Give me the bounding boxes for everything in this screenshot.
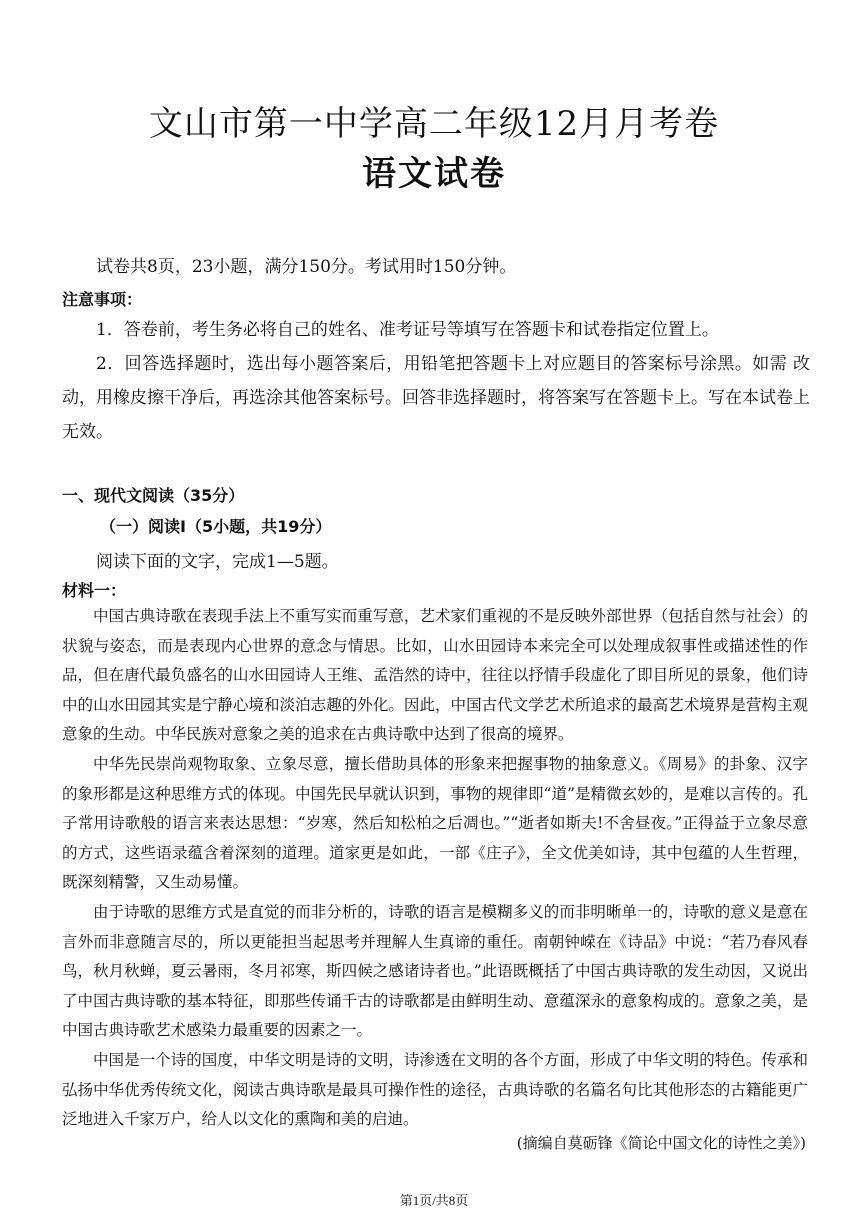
page-number: 第1页/共8页 [399,1193,469,1208]
notice-item: 2．回答选择题时，选出每小题答案后，用铅笔把答题卡上对应题目的答案标号涂黑。如需 改动，用橡皮擦干净后，再选涂其他答案标号。回答非选择题时，将答案写在答题卡上。写在本试卷上无效。 [62,354,810,442]
article-paragraph: 中华先民崇尚观物取象、立象尽意，擅长借助具体的形象来把握事物的抽象意义。《周易》的卦象、汉字的象形都是这种思维方式的体现。中国先民早就认识到，事物的规律即“道”是精微玄妙的，是难以言传的。孔子常用诗歌般的语言来表达思想：“岁寒，然后知松柏之后凋也。”“逝者如斯夫!不舍昼夜。”正得益于立象尽意的方式，这些语录蕴含着深刻的道理。道家更是如此，一部《庄子》，全文优美如诗，其中包蕴的人生哲理，既深刻精警，又生动易懂。 [62,754,808,892]
section-subheading: （一）阅读Ⅰ（5小题，共19分） [100,517,332,536]
article-paragraph: 中国古典诗歌在表现手法上不重写实而重写意，艺术家们重视的不是反映外部世界（包括自然与社会）的状貌与姿态，而是表现内心世界的意念与情思。比如，山水田园诗本来完全可以处理成叙事性或描述性的作品，但在唐代最负盛名的山水田园诗人王维、孟浩然的诗中，往往以抒情手段虚化了即目所见的景象，他们诗中的山水田园其实是宁静心境和淡泊志趣的外化。因此，中国古代文学艺术所追求的最高艺术境界是营构主观意象的生动。中华民族对意象之美的追求在古典诗歌中达到了很高的境界。 [62,607,808,744]
article-paragraph: 由于诗歌的思维方式是直觉的而非分析的，诗歌的语言是模糊多义的而非明晰单一的，诗歌的意义是意在言外而非意随言尽的，所以更能担当起思考并理解人生真谛的重任。南朝钟嵘在《诗品》中说：“若乃春风春鸟，秋月秋蝉，夏云暑雨，冬月祁寒，斯四候之感诸诗者也。”此语既概括了中国古典诗歌的发生动因，又说出了中国古典诗歌的基本特征，即那些传诵千古的诗歌都是由鲜明生动、意蕴深永的意象构成的。意象之美，是中国古典诗歌艺术感染力最重要的因素之一。 [62,902,808,1040]
exam-intro: 试卷共8页，23小题，满分150分。考试用时150分钟。 [96,257,517,277]
notice-heading: 注意事项： [62,290,143,309]
article-paragraph: 中国是一个诗的国度，中华文明是诗的文明，诗渗透在文明的各个方面，形成了中华文明的特色。传承和弘扬中华优秀传统文化，阅读古典诗歌是最具可操作性的途径，古典诗歌的名篇名句比其他形态的古籍能更广泛地进入千家万户，给人以文化的熏陶和美的启迪。 [62,1050,808,1129]
notice-list [62,313,810,449]
material-label: 材料一： [62,581,127,600]
exam-subtitle: 语文试卷 [362,154,506,194]
article-source: (摘编自莫砺锋《简论中国文化的诗性之美》) [516,1134,806,1152]
notice-item: 1．答卷前，考生务必将自己的姓名、准考证号等填写在答题卡和试卷指定位置上。 [96,320,719,340]
section-heading: 一、现代文阅读（35分） [62,486,245,505]
exam-title: 文山市第一中学高二年级12月月考卷 [148,104,720,144]
article-body [62,602,808,1135]
reading-instruction: 阅读下面的文字，完成1—5题。 [96,552,339,572]
